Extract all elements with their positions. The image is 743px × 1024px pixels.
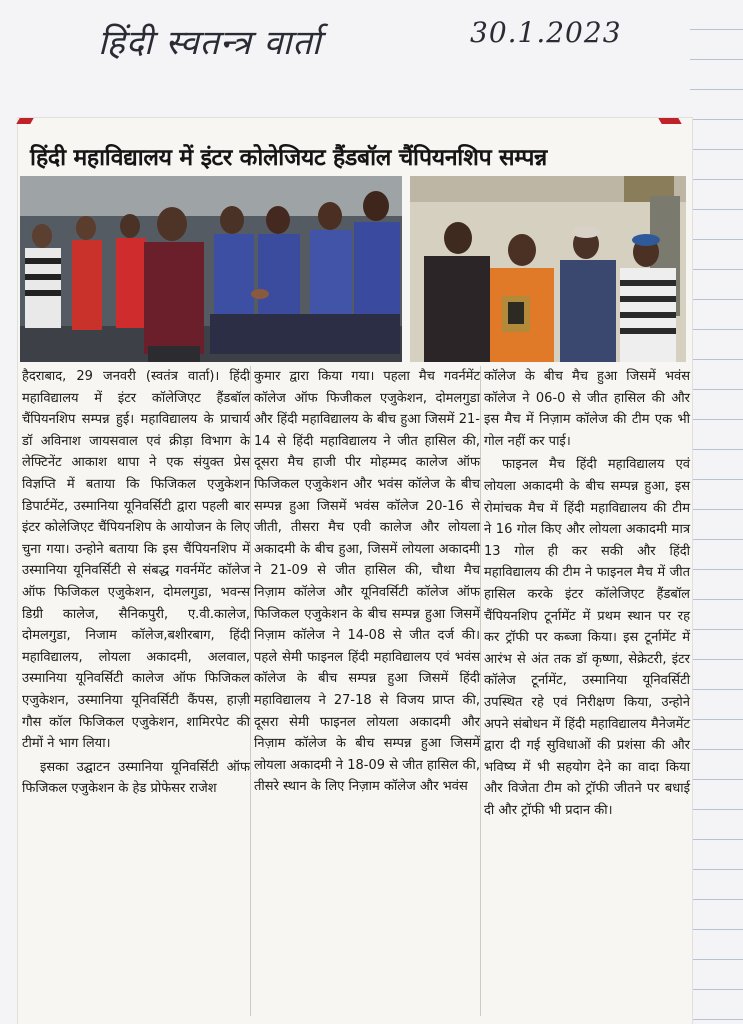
headline-accent-right bbox=[658, 118, 681, 124]
article-paragraph: हैदराबाद, 29 जनवरी (स्वतंत्र वार्ता)। हिंदी महाविद्यालय में इंटर कॉलेजिएट हैंडबॉल चैंपियनशिप सम्पन्न हुई। महाविद्यालय के प्राचार्य डॉ अविनाश जायसवाल एवं क्रीड़ा विभाग के लेफ्टिनेंट आकाश थापा ने एक संयुक्त प्रेस विज्ञप्ति में बताया कि फिजिकल एजुकेशन डिपार्टमेंट, उस्मानिया यूनिवर्सिटी द्वारा पहली बार इंटर कोलेजिएट चैंपियनशिप के आयोजन के लिए चुना गया। उन्होने बताया कि इस चैंपियनशिप में उस्मानिया यूनिवर्सिटी से संबद्ध गवर्नमेंट कॉलेज ऑफ फिजिकल एजुकेशन, दोमलगुडा, भवन्स डिग्री कालेज, सैनिकपुरी, ए.वी.कालेज, दोमलगुडा, निजाम कॉलेज,बशीरबाग, हिंदी महाविद्यालय, लोयला अकादमी, अलवाल, उस्मानिया यूनिवर्सिटी कालेज ऑफ फिजिकल एजुकेशन, उस्मानिया यूनिवर्सिटी कैंपस, हाज़ी गौस कॉल फिजिकल एजुकेशन, शामिरपेट की टीमों ने भाग लिया। bbox=[22, 369, 250, 752]
column-divider bbox=[480, 366, 481, 1016]
article-column-2 bbox=[254, 366, 480, 800]
article-paragraph: फाइनल मैच हिंदी महाविद्यालय एवं लोयला अकादमी के बीच सम्पन्न हुआ, इस रोमांचक मैच में हिंदी महाविद्यालय की टीम ने 16 गोल किए और लोयला अकादमी मात्र 13 गोल ही कर सकी और हिंदी महाविद्यालय की टीम ने फाइनल मैच में जीत हासिल करके इंटर कॉलेजिएट हैंडबॉल चैंपियनशिप टूर्नामेंट में प्रथम स्थान पर रह कर ट्रॉफी पर कब्जा किया। इस टूर्नामेंट में आरंभ से अंत तक डॉ कृष्णा, सेक्रेटरी, इंटर कॉलेज टूर्नामेंट, उस्मानिया यूनिवर्सिटी उपस्थित रहे एवं निरीक्षण किया, उन्होने अपने संबोधन में हिंदी महाविद्यालय मैनेजमेंट द्वारा दी गई सुविधाओं की प्रशंसा की और भविष्य में भी सहयोग देने का वादा किया और विजेता टीम को ट्रॉफी जीतने पर बधाई दी और ट्रॉफी भी प्रदान की। bbox=[484, 457, 690, 818]
article-paragraph: कॉलेज के बीच मैच हुआ जिसमें भवंस कॉलेज ने 06-0 से जीत हासिल की और इस मैच में निज़ाम कॉलेज की टीम एक भी गोल नहीं कर पाई। bbox=[484, 369, 690, 449]
ruled-notebook-paper bbox=[690, 0, 743, 1024]
handwritten-date-note: 30.1.2023 bbox=[470, 16, 622, 49]
handshake-photo bbox=[20, 176, 402, 362]
article-headline: हिंदी महाविद्यालय में इंटर कोलेजियट हैंडबॉल चैंपियनशिप सम्पन्न bbox=[30, 145, 547, 172]
trophy-presentation-photo bbox=[410, 176, 686, 362]
article-paragraph: इसका उद्घाटन उस्मानिया यूनिवर्सिटी ऑफ फिजिकल एजुकेशन के हेड प्रोफेसर राजेश bbox=[22, 759, 250, 797]
handshake-photo-illustration bbox=[20, 176, 402, 362]
column-divider bbox=[250, 366, 251, 1016]
article-column-1 bbox=[22, 366, 250, 802]
handwritten-source-note: हिंदी स्वतन्त्र वार्ता bbox=[98, 23, 322, 63]
trophy-presentation-illustration bbox=[410, 176, 686, 362]
article-paragraph: कुमार द्वारा किया गया। पहला मैच गवर्नमेंट कॉलेज ऑफ फिजीकल एजुकेशन, दोमलगुडा और हिंदी महाविद्यालय के बीच हुआ जिसमें 21-14 से हिंदी महाविद्यालय ने जीत हासिल की, दूसरा मैच हाजी पीर मोहम्मद कालेज ऑफ फिजिकल एजुकेशन और भवंस कॉलेज के बीच सम्पन्न हुआ जिसमें भवंस कॉलेज 20-16 से जीती, तीसरा मैच एवी कालेज और लोयला अकादमी के बीच हुआ, जिसमें लोयला अकादमी ने 21-09 से जीत हासिल की, चौथा मैच निज़ाम कॉलेज और यूनिवर्सिटी कॉलेज ऑफ फिजिकल एजुकेशन के बीच सम्पन्न हुआ जिसमें निज़ाम कॉलेज ने 14-08 से जीत दर्ज की। पहले सेमी फाइनल हिंदी महाविद्यालय एवं भवंस कॉलेज के बीच सम्पन्न हुआ जिसमें हिंदी महाविद्यालय ने 27-18 से विजय प्राप्त की, दूसरा सेमी फाइनल लोयला अकादमी और निज़ाम कॉलेज के बीच सम्पन्न हुआ जिसमें लोयला अकादमी ने 18-09 से जीत हासिल की, तीसरे स्थान के लिए निज़ाम कॉलेज और भवंस bbox=[254, 369, 480, 795]
article-column-3 bbox=[484, 366, 690, 823]
